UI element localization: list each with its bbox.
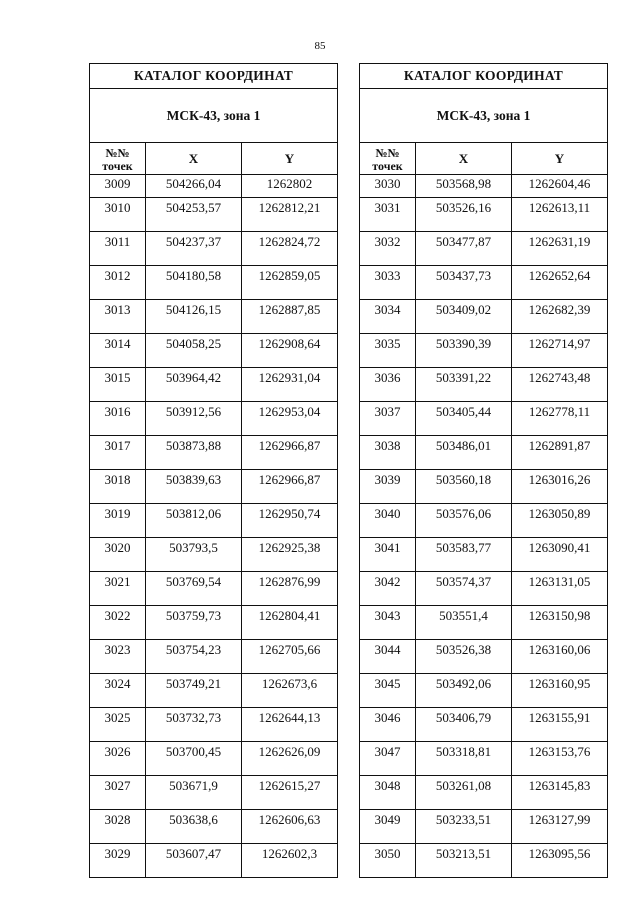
coordinate-catalog-left xyxy=(89,63,338,878)
point-number-cell: 3028 xyxy=(90,810,146,844)
table-row xyxy=(90,300,338,334)
table-row xyxy=(90,368,338,402)
table-row xyxy=(90,402,338,436)
point-number-header xyxy=(360,143,416,175)
point-number-cell: 3024 xyxy=(90,674,146,708)
x-value-cell: 503700,45 xyxy=(146,742,242,776)
catalog-title: КАТАЛОГ КООРДИНАТ xyxy=(360,64,608,89)
x-value-cell: 503638,6 xyxy=(146,810,242,844)
x-value-cell: 503390,39 xyxy=(416,334,512,368)
table-row xyxy=(360,742,608,776)
point-number-cell: 3019 xyxy=(90,504,146,538)
x-value-cell: 503409,02 xyxy=(416,300,512,334)
point-number-cell: 3049 xyxy=(360,810,416,844)
x-value-cell: 503964,42 xyxy=(146,368,242,402)
point-number-cell: 3013 xyxy=(90,300,146,334)
point-number-cell: 3044 xyxy=(360,640,416,674)
point-number-cell: 3025 xyxy=(90,708,146,742)
y-value-cell: 1262682,39 xyxy=(512,300,608,334)
table-row xyxy=(90,844,338,878)
x-value-cell: 503607,47 xyxy=(146,844,242,878)
point-number-cell: 3031 xyxy=(360,198,416,232)
table-row xyxy=(90,470,338,504)
table-row xyxy=(360,175,608,198)
y-value-cell: 1263150,98 xyxy=(512,606,608,640)
y-value-cell: 1263090,41 xyxy=(512,538,608,572)
x-value-cell: 503749,21 xyxy=(146,674,242,708)
table-row xyxy=(90,572,338,606)
table-row xyxy=(90,334,338,368)
y-value-cell: 1263160,06 xyxy=(512,640,608,674)
y-value-cell: 1263155,91 xyxy=(512,708,608,742)
point-number-cell: 3039 xyxy=(360,470,416,504)
point-number-cell: 3018 xyxy=(90,470,146,504)
x-value-cell: 503526,16 xyxy=(416,198,512,232)
point-number-cell: 3015 xyxy=(90,368,146,402)
point-number-cell: 3022 xyxy=(90,606,146,640)
table-row xyxy=(90,175,338,198)
y-value-cell: 1262925,38 xyxy=(242,538,338,572)
x-value-cell: 503769,54 xyxy=(146,572,242,606)
table-row xyxy=(90,436,338,470)
x-value-cell: 503492,06 xyxy=(416,674,512,708)
coordinate-system: МСК-43, зона 1 xyxy=(90,89,338,143)
y-value-cell: 1262953,04 xyxy=(242,402,338,436)
y-value-cell: 1262714,97 xyxy=(512,334,608,368)
x-value-cell: 503526,38 xyxy=(416,640,512,674)
coordinate-system: МСК-43, зона 1 xyxy=(360,89,608,143)
y-value-cell: 1262615,27 xyxy=(242,776,338,810)
x-column-header: X xyxy=(146,143,242,175)
x-value-cell: 503551,4 xyxy=(416,606,512,640)
x-value-cell: 503405,44 xyxy=(416,402,512,436)
point-number-cell: 3045 xyxy=(360,674,416,708)
y-value-cell: 1262602,3 xyxy=(242,844,338,878)
y-value-cell: 1262908,64 xyxy=(242,334,338,368)
y-value-cell: 1262824,72 xyxy=(242,232,338,266)
y-value-cell: 1263145,83 xyxy=(512,776,608,810)
y-value-cell: 1262966,87 xyxy=(242,436,338,470)
table-row xyxy=(90,742,338,776)
table-row xyxy=(90,232,338,266)
x-value-cell: 503732,73 xyxy=(146,708,242,742)
point-number-cell: 3011 xyxy=(90,232,146,266)
point-number-cell: 3042 xyxy=(360,572,416,606)
table-row xyxy=(360,300,608,334)
table-row xyxy=(90,606,338,640)
point-number-cell: 3040 xyxy=(360,504,416,538)
y-value-cell: 1262778,11 xyxy=(512,402,608,436)
x-value-cell: 503406,79 xyxy=(416,708,512,742)
x-value-cell: 503233,51 xyxy=(416,810,512,844)
table-row xyxy=(90,266,338,300)
table-row xyxy=(360,776,608,810)
table-row xyxy=(360,232,608,266)
y-value-cell: 1262652,64 xyxy=(512,266,608,300)
point-number-cell: 3043 xyxy=(360,606,416,640)
point-number-cell: 3021 xyxy=(90,572,146,606)
catalog-title: КАТАЛОГ КООРДИНАТ xyxy=(90,64,338,89)
table-row xyxy=(360,708,608,742)
y-value-cell: 1262931,04 xyxy=(242,368,338,402)
y-value-cell: 1263127,99 xyxy=(512,810,608,844)
point-number-header-text: №№ точек xyxy=(102,146,133,173)
table-row xyxy=(360,334,608,368)
y-value-cell: 1262802 xyxy=(242,175,338,198)
y-value-cell: 1262812,21 xyxy=(242,198,338,232)
table-row xyxy=(360,674,608,708)
y-column-header: Y xyxy=(242,143,338,175)
x-value-cell: 504126,15 xyxy=(146,300,242,334)
y-value-cell: 1263153,76 xyxy=(512,742,608,776)
table-row xyxy=(90,708,338,742)
x-value-cell: 503318,81 xyxy=(416,742,512,776)
x-value-cell: 503873,88 xyxy=(146,436,242,470)
point-number-cell: 3041 xyxy=(360,538,416,572)
y-value-cell: 1262604,46 xyxy=(512,175,608,198)
point-number-cell: 3009 xyxy=(90,175,146,198)
y-value-cell: 1262626,09 xyxy=(242,742,338,776)
y-value-cell: 1262613,11 xyxy=(512,198,608,232)
y-value-cell: 1262887,85 xyxy=(242,300,338,334)
point-number-cell: 3017 xyxy=(90,436,146,470)
point-number-cell: 3034 xyxy=(360,300,416,334)
point-number-cell: 3033 xyxy=(360,266,416,300)
table-row xyxy=(360,470,608,504)
y-value-cell: 1262859,05 xyxy=(242,266,338,300)
x-value-cell: 503583,77 xyxy=(416,538,512,572)
point-number-cell: 3046 xyxy=(360,708,416,742)
point-number-header xyxy=(90,143,146,175)
y-value-cell: 1262631,19 xyxy=(512,232,608,266)
y-value-cell: 1262606,63 xyxy=(242,810,338,844)
x-value-cell: 504180,58 xyxy=(146,266,242,300)
x-value-cell: 503477,87 xyxy=(416,232,512,266)
x-value-cell: 503839,63 xyxy=(146,470,242,504)
y-value-cell: 1262743,48 xyxy=(512,368,608,402)
point-number-cell: 3047 xyxy=(360,742,416,776)
x-value-cell: 503568,98 xyxy=(416,175,512,198)
y-value-cell: 1262705,66 xyxy=(242,640,338,674)
table-row xyxy=(360,844,608,878)
page-number: 85 xyxy=(314,40,326,52)
x-value-cell: 504237,37 xyxy=(146,232,242,266)
table-row xyxy=(90,198,338,232)
y-value-cell: 1263160,95 xyxy=(512,674,608,708)
point-number-cell: 3030 xyxy=(360,175,416,198)
table-row xyxy=(360,810,608,844)
point-number-cell: 3027 xyxy=(90,776,146,810)
table-row xyxy=(360,368,608,402)
x-value-cell: 503759,73 xyxy=(146,606,242,640)
x-value-cell: 503574,37 xyxy=(416,572,512,606)
point-number-cell: 3016 xyxy=(90,402,146,436)
x-value-cell: 504058,25 xyxy=(146,334,242,368)
x-value-cell: 504266,04 xyxy=(146,175,242,198)
table-row xyxy=(90,810,338,844)
x-value-cell: 503560,18 xyxy=(416,470,512,504)
y-value-cell: 1262804,41 xyxy=(242,606,338,640)
y-value-cell: 1262876,99 xyxy=(242,572,338,606)
x-value-cell: 503754,23 xyxy=(146,640,242,674)
x-value-cell: 503261,08 xyxy=(416,776,512,810)
table-row xyxy=(360,504,608,538)
coordinate-catalog-right xyxy=(359,63,608,878)
table-row xyxy=(360,572,608,606)
table-row xyxy=(360,402,608,436)
x-value-cell: 503812,06 xyxy=(146,504,242,538)
x-value-cell: 503793,5 xyxy=(146,538,242,572)
y-value-cell: 1263050,89 xyxy=(512,504,608,538)
table-row xyxy=(360,640,608,674)
x-value-cell: 503486,01 xyxy=(416,436,512,470)
table-row xyxy=(90,776,338,810)
y-value-cell: 1263016,26 xyxy=(512,470,608,504)
y-value-cell: 1262891,87 xyxy=(512,436,608,470)
point-number-header-text: №№ точек xyxy=(372,146,403,173)
point-number-cell: 3023 xyxy=(90,640,146,674)
point-number-cell: 3048 xyxy=(360,776,416,810)
y-value-cell: 1263095,56 xyxy=(512,844,608,878)
table-row xyxy=(360,198,608,232)
table-row xyxy=(90,674,338,708)
y-column-header: Y xyxy=(512,143,608,175)
x-value-cell: 503213,51 xyxy=(416,844,512,878)
y-value-cell: 1262644,13 xyxy=(242,708,338,742)
x-value-cell: 503576,06 xyxy=(416,504,512,538)
point-number-cell: 3010 xyxy=(90,198,146,232)
point-number-cell: 3026 xyxy=(90,742,146,776)
y-value-cell: 1262950,74 xyxy=(242,504,338,538)
table-row xyxy=(360,606,608,640)
point-number-cell: 3032 xyxy=(360,232,416,266)
x-column-header: X xyxy=(416,143,512,175)
y-value-cell: 1262966,87 xyxy=(242,470,338,504)
table-row xyxy=(360,538,608,572)
table-row xyxy=(90,538,338,572)
point-number-cell: 3012 xyxy=(90,266,146,300)
x-value-cell: 504253,57 xyxy=(146,198,242,232)
table-row xyxy=(90,640,338,674)
x-value-cell: 503912,56 xyxy=(146,402,242,436)
point-number-cell: 3035 xyxy=(360,334,416,368)
table-row xyxy=(90,504,338,538)
point-number-cell: 3020 xyxy=(90,538,146,572)
point-number-cell: 3038 xyxy=(360,436,416,470)
x-value-cell: 503391,22 xyxy=(416,368,512,402)
table-row xyxy=(360,436,608,470)
y-value-cell: 1262673,6 xyxy=(242,674,338,708)
table-row xyxy=(360,266,608,300)
point-number-cell: 3014 xyxy=(90,334,146,368)
point-number-cell: 3037 xyxy=(360,402,416,436)
point-number-cell: 3036 xyxy=(360,368,416,402)
x-value-cell: 503437,73 xyxy=(416,266,512,300)
point-number-cell: 3050 xyxy=(360,844,416,878)
y-value-cell: 1263131,05 xyxy=(512,572,608,606)
x-value-cell: 503671,9 xyxy=(146,776,242,810)
point-number-cell: 3029 xyxy=(90,844,146,878)
